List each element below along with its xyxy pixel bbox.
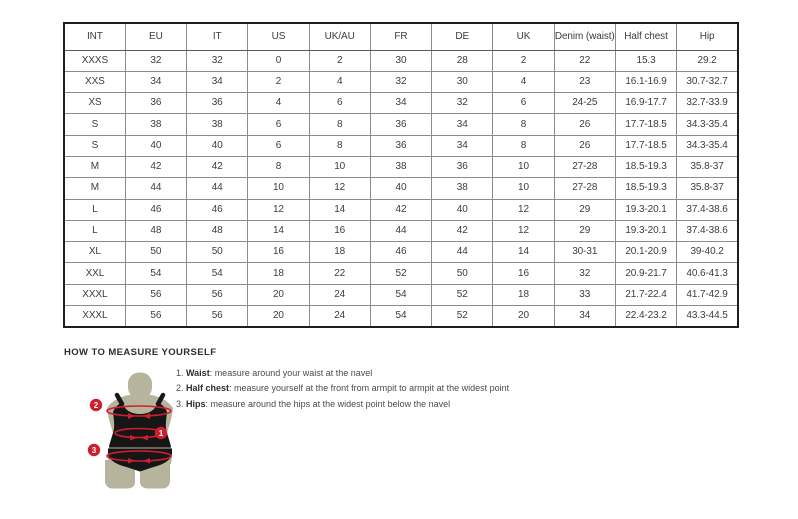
table-cell: 14 [248, 220, 309, 241]
table-cell: 34 [432, 114, 493, 135]
table-cell: 24 [309, 284, 370, 305]
table-cell: 27-28 [554, 178, 615, 199]
table-cell: 52 [432, 284, 493, 305]
table-cell: 42 [370, 199, 431, 220]
size-table-body [64, 50, 738, 327]
table-cell: 34 [187, 71, 248, 92]
table-row [64, 114, 738, 135]
table-cell: 56 [125, 284, 186, 305]
table-cell: 34.3-35.4 [677, 114, 738, 135]
chest-badge-number: 2 [93, 401, 99, 410]
table-cell: 36 [370, 135, 431, 156]
table-cell: 10 [493, 178, 554, 199]
waist-badge-number: 1 [158, 429, 164, 438]
table-cell: 34 [370, 93, 431, 114]
table-cell: XXXL [64, 306, 125, 327]
table-cell: 17.7-18.5 [615, 135, 676, 156]
instruction-number: 1. [176, 368, 187, 378]
table-cell: 41.7-42.9 [677, 284, 738, 305]
table-row [64, 178, 738, 199]
table-cell: 6 [309, 93, 370, 114]
table-cell: 26 [554, 135, 615, 156]
table-cell: 24 [309, 306, 370, 327]
table-cell: XXXS [64, 50, 125, 71]
table-cell: XXS [64, 71, 125, 92]
instruction-number: 2. [176, 383, 187, 394]
table-cell: 38 [370, 156, 431, 177]
table-cell: 37.4-38.6 [677, 220, 738, 241]
hips-badge-number: 3 [91, 446, 97, 455]
mannequin-illustration [84, 372, 180, 492]
instruction-item [176, 369, 509, 378]
column-header: US [248, 23, 309, 50]
column-header: Half chest [615, 23, 676, 50]
table-cell: 40 [187, 135, 248, 156]
table-cell: 14 [493, 242, 554, 263]
table-row [64, 242, 738, 263]
table-cell: 29 [554, 199, 615, 220]
table-cell: L [64, 220, 125, 241]
table-row [64, 71, 738, 92]
table-row [64, 284, 738, 305]
table-cell: 36 [187, 93, 248, 114]
table-cell: 34.3-35.4 [677, 135, 738, 156]
table-cell: 36 [370, 114, 431, 135]
table-row [64, 135, 738, 156]
table-cell: 44 [370, 220, 431, 241]
table-cell: M [64, 178, 125, 199]
table-cell: 56 [187, 306, 248, 327]
table-cell: 50 [432, 263, 493, 284]
table-cell: 34 [554, 306, 615, 327]
table-cell: 35.8-37 [677, 156, 738, 177]
table-cell: 12 [493, 199, 554, 220]
table-cell: 48 [187, 220, 248, 241]
table-cell: 20 [248, 284, 309, 305]
measure-section-title: HOW TO MEASURE YOURSELF [64, 347, 217, 358]
table-cell: 54 [187, 263, 248, 284]
table-cell: 38 [125, 114, 186, 135]
table-cell: 33 [554, 284, 615, 305]
table-cell: 18.5-19.3 [615, 156, 676, 177]
table-cell: 24-25 [554, 93, 615, 114]
table-row [64, 156, 738, 177]
table-cell: 46 [370, 242, 431, 263]
table-cell: 10 [493, 156, 554, 177]
column-header: EU [125, 23, 186, 50]
table-cell: 8 [309, 114, 370, 135]
instruction-label: Half chest [186, 383, 230, 394]
table-cell: 20.1-20.9 [615, 242, 676, 263]
table-cell: 38 [187, 114, 248, 135]
table-cell: 54 [370, 306, 431, 327]
table-cell: L [64, 199, 125, 220]
table-cell: 6 [248, 114, 309, 135]
table-cell: 19.3-20.1 [615, 220, 676, 241]
table-header-row [64, 23, 738, 50]
table-cell: 16 [248, 242, 309, 263]
table-cell: 32 [187, 50, 248, 71]
table-cell: XXL [64, 263, 125, 284]
table-cell: 44 [187, 178, 248, 199]
table-cell: 34 [432, 135, 493, 156]
column-header: UK/AU [309, 23, 370, 50]
table-cell: 30 [370, 50, 431, 71]
table-cell: 19.3-20.1 [615, 199, 676, 220]
column-header: IT [187, 23, 248, 50]
table-cell: 42 [187, 156, 248, 177]
instruction-label: Hips [186, 398, 206, 409]
table-cell: 8 [309, 135, 370, 156]
column-header: FR [370, 23, 431, 50]
instruction-item [176, 384, 509, 393]
table-cell: 12 [248, 199, 309, 220]
table-cell: 16 [309, 220, 370, 241]
table-cell: 26 [554, 114, 615, 135]
table-cell: 4 [309, 71, 370, 92]
table-cell: 18 [493, 284, 554, 305]
instruction-text: : measure around the hips at the widest point below the navel [205, 398, 451, 409]
column-header: DE [432, 23, 493, 50]
table-row [64, 93, 738, 114]
table-cell: 32 [554, 263, 615, 284]
table-cell: 8 [493, 135, 554, 156]
instruction-label: Waist [186, 368, 210, 378]
table-cell: 44 [125, 178, 186, 199]
table-cell: 37.4-38.6 [677, 199, 738, 220]
table-cell: 18.5-19.3 [615, 178, 676, 199]
table-cell: 10 [248, 178, 309, 199]
size-chart-table [63, 22, 739, 328]
table-cell: 46 [125, 199, 186, 220]
table-cell: 6 [248, 135, 309, 156]
size-table-head [64, 23, 738, 50]
table-cell: M [64, 156, 125, 177]
table-row [64, 306, 738, 327]
table-cell: 39-40.2 [677, 242, 738, 263]
table-cell: 30.7-32.7 [677, 71, 738, 92]
table-cell: 34 [125, 71, 186, 92]
table-cell: 38 [432, 178, 493, 199]
table-cell: 42 [125, 156, 186, 177]
column-header: UK [493, 23, 554, 50]
table-cell: 29.2 [677, 50, 738, 71]
table-cell: 17.7-18.5 [615, 114, 676, 135]
measurement-figure [84, 372, 180, 492]
table-cell: 40 [125, 135, 186, 156]
table-cell: 46 [187, 199, 248, 220]
table-cell: 22 [554, 50, 615, 71]
table-cell: 4 [248, 93, 309, 114]
table-cell: 40 [370, 178, 431, 199]
table-cell: 42 [432, 220, 493, 241]
instruction-item [176, 400, 509, 409]
table-cell: 48 [125, 220, 186, 241]
table-cell: 16 [493, 263, 554, 284]
table-cell: 32 [432, 93, 493, 114]
table-cell: XS [64, 93, 125, 114]
table-cell: 22 [309, 263, 370, 284]
table-cell: 8 [248, 156, 309, 177]
table-cell: 56 [187, 284, 248, 305]
table-cell: 50 [187, 242, 248, 263]
table-cell: 56 [125, 306, 186, 327]
table-cell: 20 [493, 306, 554, 327]
table-cell: 52 [370, 263, 431, 284]
table-cell: 18 [248, 263, 309, 284]
table-cell: 15.3 [615, 50, 676, 71]
table-cell: 10 [309, 156, 370, 177]
table-cell: 14 [309, 199, 370, 220]
table-row [64, 199, 738, 220]
column-header: INT [64, 23, 125, 50]
table-cell: 6 [493, 93, 554, 114]
table-cell: 52 [432, 306, 493, 327]
table-cell: XXXL [64, 284, 125, 305]
table-cell: XL [64, 242, 125, 263]
table-cell: 40.6-41.3 [677, 263, 738, 284]
table-cell: 20.9-21.7 [615, 263, 676, 284]
table-cell: 23 [554, 71, 615, 92]
table-cell: 2 [493, 50, 554, 71]
table-cell: 22.4-23.2 [615, 306, 676, 327]
instruction-text: : measure yourself at the front from armpit to armpit at the widest point [229, 383, 510, 394]
table-cell: 16.9-17.7 [615, 93, 676, 114]
table-cell: 54 [125, 263, 186, 284]
table-cell: 32 [125, 50, 186, 71]
table-cell: 0 [248, 50, 309, 71]
table-cell: 35.8-37 [677, 178, 738, 199]
table-cell: 18 [309, 242, 370, 263]
table-cell: 32 [370, 71, 431, 92]
table-cell: 12 [493, 220, 554, 241]
table-cell: 40 [432, 199, 493, 220]
measurement-instructions [176, 369, 509, 415]
table-row [64, 263, 738, 284]
table-cell: 12 [309, 178, 370, 199]
table-cell: S [64, 114, 125, 135]
table-cell: 44 [432, 242, 493, 263]
table-cell: 16.1-16.9 [615, 71, 676, 92]
table-cell: 30 [432, 71, 493, 92]
table-cell: 50 [125, 242, 186, 263]
table-row [64, 220, 738, 241]
table-cell: 32.7-33.9 [677, 93, 738, 114]
column-header: Denim (waist) [554, 23, 615, 50]
table-cell: 29 [554, 220, 615, 241]
table-row [64, 50, 738, 71]
table-cell: 27-28 [554, 156, 615, 177]
table-cell: 20 [248, 306, 309, 327]
table-cell: 36 [125, 93, 186, 114]
instruction-text: : measure around your waist at the navel [209, 368, 373, 378]
table-cell: 36 [432, 156, 493, 177]
table-cell: 54 [370, 284, 431, 305]
table-cell: 21.7-22.4 [615, 284, 676, 305]
table-cell: S [64, 135, 125, 156]
table-cell: 43.3-44.5 [677, 306, 738, 327]
table-cell: 4 [493, 71, 554, 92]
table-cell: 28 [432, 50, 493, 71]
instruction-number: 3. [176, 398, 187, 409]
table-cell: 2 [248, 71, 309, 92]
table-cell: 8 [493, 114, 554, 135]
column-header: Hip [677, 23, 738, 50]
table-cell: 30-31 [554, 242, 615, 263]
table-cell: 2 [309, 50, 370, 71]
